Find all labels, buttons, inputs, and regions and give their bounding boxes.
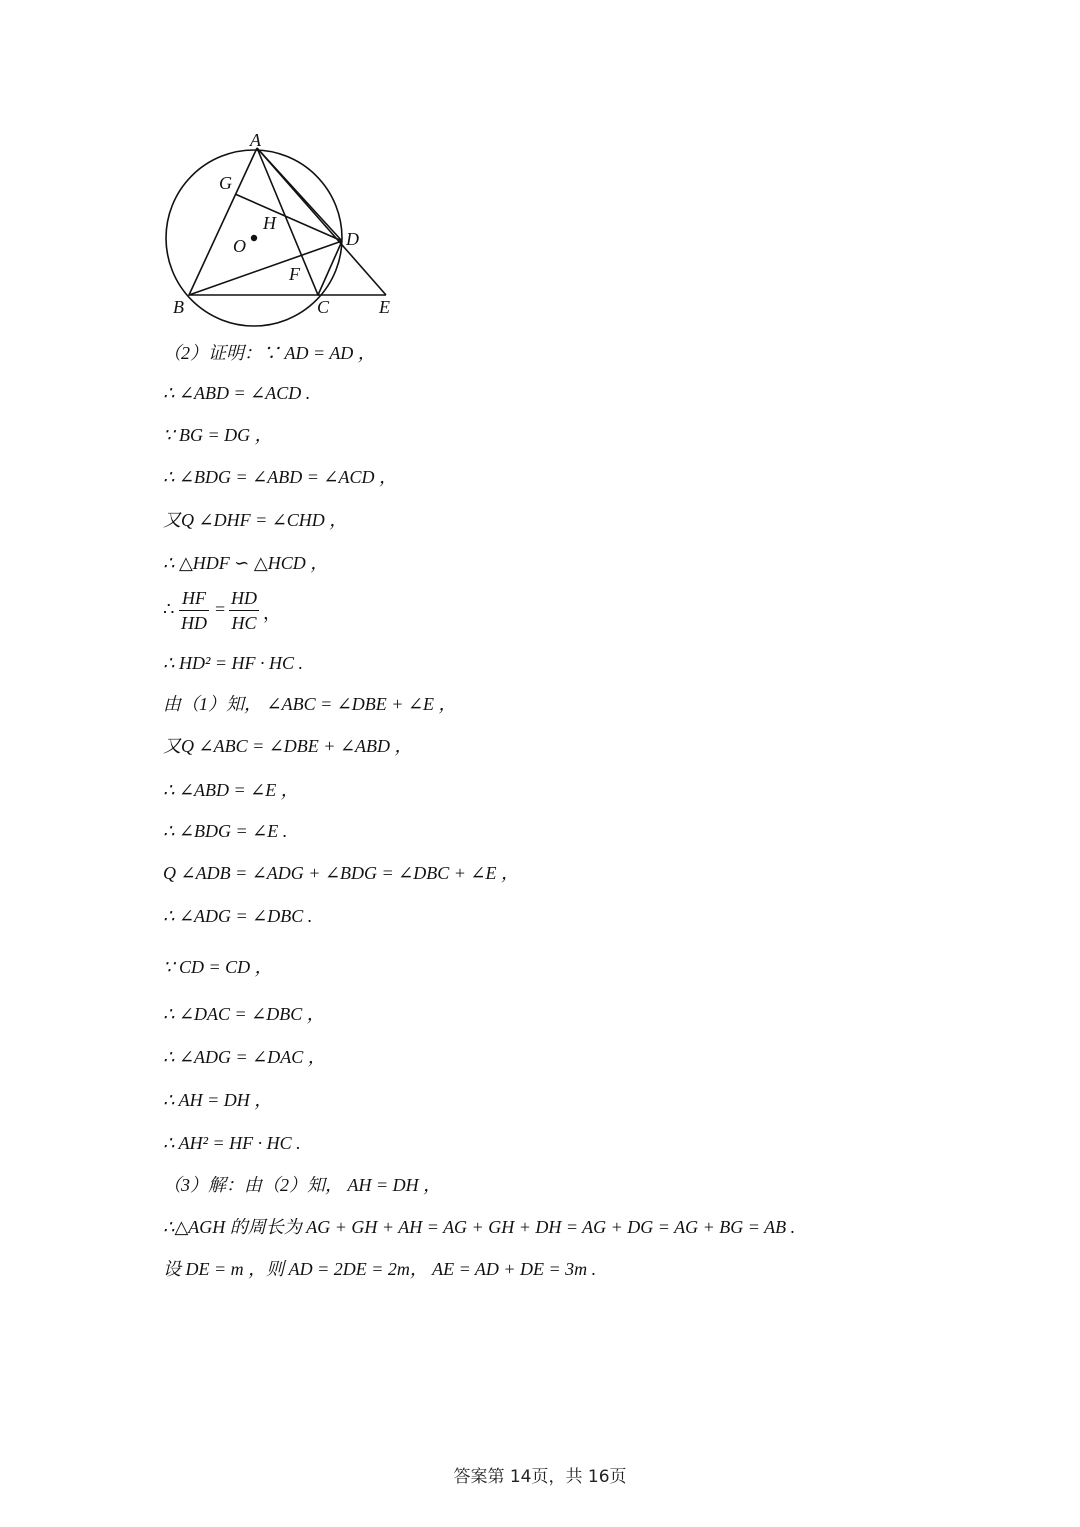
proof-line-1: （2）证明：∵ AD = AD ， — [163, 343, 376, 363]
proof-line-4: ∴ ∠BDG = ∠ABD = ∠ACD ， — [163, 467, 397, 487]
fraction-left-denominator: HD — [181, 613, 207, 633]
fraction-left — [179, 586, 209, 635]
therefore-symbol: ∴ — [163, 599, 175, 619]
fraction-suffix: ， — [263, 603, 281, 623]
fraction-equals: = — [215, 599, 226, 619]
segment-ae — [257, 148, 386, 295]
proof-line-19: ∴ AH² = HF · HC . — [163, 1133, 301, 1153]
label-a: A — [250, 130, 261, 150]
proof-line-17: ∴ ∠ADG = ∠DAC ， — [163, 1047, 326, 1067]
proof-line-16: ∴ ∠DAC = ∠DBC ， — [163, 1004, 325, 1024]
segment-bd — [189, 241, 342, 295]
proof-line-11: ∴ ∠ABD = ∠E ， — [163, 780, 299, 800]
fraction-left-numerator: HF — [179, 586, 209, 611]
label-b: B — [173, 297, 184, 317]
center-point-o — [251, 235, 257, 241]
proof-line-9: 由（1）知， ∠ABC = ∠DBE + ∠E ， — [163, 694, 457, 714]
proof-line-18: ∴ AH = DH ， — [163, 1090, 273, 1110]
label-g: G — [219, 173, 232, 193]
label-d: D — [346, 229, 359, 249]
proof-line-20: （3）解：由（2）知， AH = DH ， — [163, 1175, 442, 1195]
proof-line-21: ∴△AGH 的周长为 AG + GH + AH = AG + GH + DH = AG + DG = AG + BG = AB . — [163, 1217, 796, 1237]
proof-line-5: 又Q ∠DHF = ∠CHD ， — [163, 510, 348, 530]
segment-gd — [235, 194, 342, 241]
label-f: F — [289, 264, 300, 284]
fraction-right — [229, 586, 259, 635]
proof-line-12: ∴ ∠BDG = ∠E . — [163, 821, 288, 841]
fraction-right-denominator: HC — [231, 613, 257, 633]
proof-line-22: 设 DE = m ，则 AD = 2DE = 2m， AE = AD + DE = 3m . — [163, 1259, 597, 1279]
proof-line-14: ∴ ∠ADG = ∠DBC . — [163, 906, 313, 926]
fraction-right-numerator: HD — [229, 586, 259, 611]
page-footer: 答案第 14页，共 16页 — [453, 1467, 627, 1487]
segment-cd — [318, 241, 342, 295]
proof-line-10: 又Q ∠ABC = ∠DBE + ∠ABD ， — [163, 736, 413, 756]
proof-line-13: Q ∠ADB = ∠ADG + ∠BDG = ∠DBC + ∠E ， — [163, 863, 519, 883]
proof-line-6: ∴ △HDF ∽ △HCD ， — [163, 553, 329, 573]
label-h: H — [263, 213, 276, 233]
label-o: O — [233, 236, 246, 256]
proof-line-15: ∵ CD = CD ， — [163, 957, 273, 977]
label-e: E — [379, 297, 390, 317]
proof-line-2: ∴ ∠ABD = ∠ACD . — [163, 383, 311, 403]
label-c: C — [317, 297, 330, 317]
proof-line-3: ∵ BG = DG ， — [163, 425, 273, 445]
proof-line-8: ∴ HD² = HF · HC . — [163, 653, 303, 673]
geometry-figure — [160, 128, 400, 330]
